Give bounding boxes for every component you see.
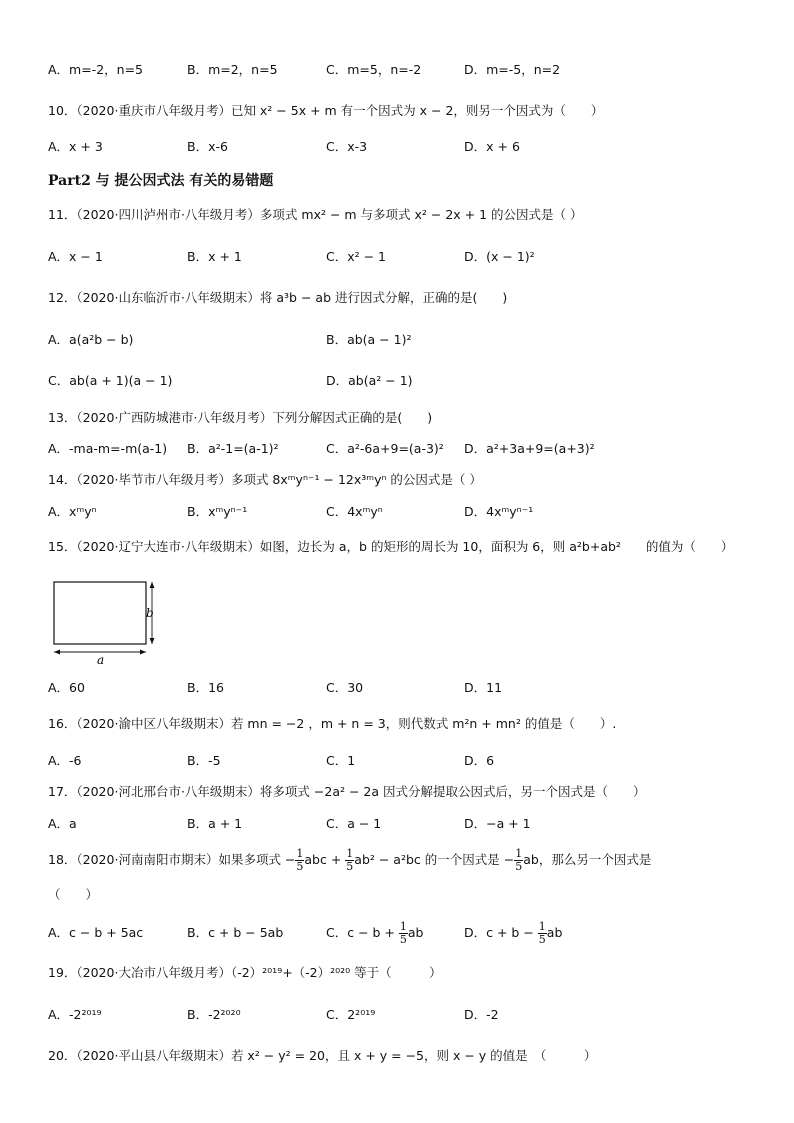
q18-stem-part3: ab，那么另一个因式是 [523,852,652,867]
q19-option-a: A．-2²⁰¹⁹ [48,1007,102,1022]
q18-stem-part1: abc + [304,852,346,867]
q11-options [48,247,748,267]
q18-option-c-start: C．c − b + [326,925,399,940]
q14-option-d: D．4xᵐyⁿ⁻¹ [464,504,534,519]
label-b: b [146,606,154,620]
q16-option-b: B．-5 [187,753,221,768]
q16-option-d: D．6 [464,753,495,768]
q11-option-a: A．x − 1 [48,249,103,264]
q16-options [48,751,748,771]
q19-option-d: D．-2 [464,1007,499,1022]
q20-stem: 20．（2020·平山县八年级期末）若 x² − y² = 20，且 x + y = −5，则 x − y 的值是 （ ） [48,1048,597,1063]
q11-option-c: C．x² − 1 [326,249,387,264]
q17-option-c: C．a − 1 [326,816,382,831]
q15-stem: 15．（2020·辽宁大连市·八年级期末）如图，边长为 a，b 的矩形的周长为 10，面积为 6，则 a²b+ab² 的值为（ ） [48,539,734,554]
q10-option-d: D．x + 6 [464,139,520,154]
fraction-numerator: 1 [538,920,546,933]
label-a: a [97,653,105,666]
q14-stem: 14．（2020·毕节市八年级月考）多项式 8xᵐyⁿ⁻¹ − 12x³ᵐyⁿ 的公因式是（ ） [48,472,482,487]
q18-stem-start: 18．（2020·河南南阳市期末）如果多项式 − [48,852,296,867]
q19-option-c: C．2²⁰¹⁹ [326,1007,376,1022]
q18-option-c-end: ab [407,925,424,940]
q18-option-b: B．c + b − 5ab [187,925,284,940]
fraction-one-fifth [345,848,354,873]
q12-stem: 12．（2020·山东临沂市·八年级期末）将 a³b − ab 进行因式分解，正确的是( ) [48,290,508,305]
q18-stem-part2: ab² − a²bc 的一个因式是 − [354,852,515,867]
q10-options [48,137,748,157]
q17-option-b: B．a + 1 [187,816,243,831]
width-arrow-left [54,650,60,655]
q14-option-a: A．xᵐyⁿ [48,504,97,519]
q18-option-d-end: ab [546,925,563,940]
q18-option-d [464,918,562,948]
q15-option-a: A．60 [48,680,85,695]
q18-option-a: A．c − b + 5ac [48,925,144,940]
q15-option-d: D．11 [464,680,503,695]
q17-stem: 17．（2020·河北邢台市·八年级期末）将多项式 −2a² − 2a 因式分解提取公因式后，另一个因式是（ ） [48,784,646,799]
q12-options-row1 [48,330,748,350]
q18-option-c [326,918,424,948]
q15-option-b: B．16 [187,680,224,695]
q13-options [48,439,748,459]
width-arrow-right [140,650,146,655]
q17-option-d: D．−a + 1 [464,816,531,831]
q10-option-c: C．x-3 [326,139,368,154]
q12-option-a: A．a(a²b − b) [48,332,134,347]
q14-option-b: B．xᵐyⁿ⁻¹ [187,504,248,519]
q16-option-c: C．1 [326,753,356,768]
q9-option-d: D．m=-5，n=2 [464,62,561,77]
fraction-denominator: 5 [538,933,546,946]
q18-options [48,918,748,948]
q18-stem [48,846,651,874]
q13-option-b: B．a²-1=(a-1)² [187,441,279,456]
fraction-numerator: 1 [346,847,354,860]
height-arrow-up [150,582,155,588]
q9-option-b: B．m=2，n=5 [187,62,278,77]
rectangle-figure [48,576,168,666]
q14-options [48,502,748,522]
q16-stem: 16．（2020·渝中区八年级期末）若 mn = −2 ，m + n = 3，则代数式 m²n + mn² 的值是（ ）. [48,716,617,731]
fraction-numerator: 1 [296,847,304,860]
q10-option-b: B．x-6 [187,139,228,154]
q15-options [48,678,748,698]
q19-stem: 19．（2020·大冶市八年级月考）（-2）²⁰¹⁹+（-2）²⁰²⁰ 等于（ ） [48,965,442,980]
q12-option-d: D．ab(a² − 1) [326,373,413,388]
q17-options [48,814,748,834]
q14-option-c: C．4xᵐyⁿ [326,504,383,519]
q17-option-a: A．a [48,816,77,831]
q13-option-a: A．-ma-m=-m(a-1) [48,441,168,456]
fraction-one-fifth [514,848,523,873]
fraction-one-fifth [538,921,547,946]
height-arrow-down [150,638,155,644]
q11-option-b: B．x + 1 [187,249,242,264]
fraction-one-fifth [399,921,408,946]
q13-stem: 13．（2020·广西防城港市·八年级月考）下列分解因式正确的是( ) [48,410,433,425]
q19-options [48,1005,748,1025]
q15-option-c: C．30 [326,680,364,695]
section-heading: Part2 与 提公因式法 有关的易错题 [48,173,274,189]
rectangle [54,582,146,644]
q16-option-a: A．-6 [48,753,82,768]
q19-option-b: B．-2²⁰²⁰ [187,1007,241,1022]
q9-option-a: A．m=-2，n=5 [48,62,144,77]
fraction-denominator: 5 [296,860,304,873]
fraction-denominator: 5 [399,933,407,946]
q9-option-c: C．m=5，n=-2 [326,62,422,77]
q10-stem: 10．（2020·重庆市八年级月考）已知 x² − 5x + m 有一个因式为 x − 2，则另一个因式为（ ） [48,103,604,118]
fraction-denominator: 5 [346,860,354,873]
q9-options [48,60,748,80]
fraction-denominator: 5 [515,860,523,873]
q18-answer-blank: （ ） [48,887,99,902]
q10-option-a: A．x + 3 [48,139,103,154]
q13-option-d: D．a²+3a+9=(a+3)² [464,441,595,456]
q12-option-b: B．ab(a − 1)² [326,332,412,347]
q13-option-c: C．a²-6a+9=(a-3)² [326,441,444,456]
q11-stem: 11．（2020·四川泸州市·八年级月考）多项式 mx² − m 与多项式 x² − 2x + 1 的公因式是（ ） [48,207,583,222]
q18-option-d-start: D．c + b − [464,925,538,940]
fraction-numerator: 1 [515,847,523,860]
q12-option-c: C．ab(a + 1)(a − 1) [48,373,173,388]
q11-option-d: D．(x − 1)² [464,249,535,264]
q12-options-row2 [48,371,748,391]
fraction-numerator: 1 [399,920,407,933]
